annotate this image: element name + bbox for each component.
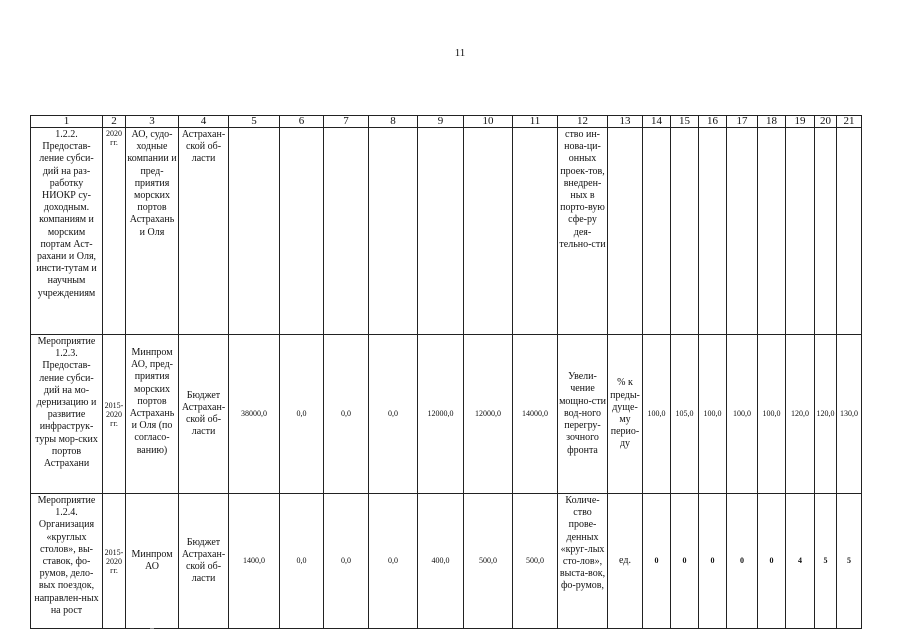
value-cell: 0,0 bbox=[369, 335, 418, 494]
value-cell: 12000,0 bbox=[464, 335, 513, 494]
executor-cell: Минпром АО, пред-приятия морских портов Астрахань и Оля (по согласо-ванию) bbox=[126, 335, 179, 494]
column-number: 13 bbox=[608, 116, 643, 128]
indicator-value-cell: 100,0 bbox=[643, 335, 671, 494]
measures-table bbox=[30, 115, 862, 629]
period-cell: 2020 гг. bbox=[103, 128, 126, 335]
table-row bbox=[31, 335, 862, 494]
indicator-value-cell: 0 bbox=[671, 494, 699, 629]
unit-cell: % к преды-дуще-му перио-ду bbox=[608, 335, 643, 494]
column-number: 7 bbox=[324, 116, 369, 128]
value-cell: 12000,0 bbox=[418, 335, 464, 494]
column-number: 5 bbox=[229, 116, 280, 128]
indicator-value-cell bbox=[671, 128, 699, 335]
measure-name-cell: 1.2.2. Предостав-ление субси-дий на раз-работку НИОКР су-доходным. компаниям и морским портам Аст-рахани и Оля, инсти-тутам и научным учреждениям bbox=[31, 128, 103, 335]
value-cell bbox=[229, 128, 280, 335]
indicator-value-cell: 5 bbox=[815, 494, 837, 629]
value-cell: 400,0 bbox=[418, 494, 464, 629]
indicator-value-cell: 0 bbox=[643, 494, 671, 629]
indicator-cell: ство ин-нова-ци-онных проек-тов, внедрен-ных в порто-вую сфе-ру дея-тельно-сти bbox=[558, 128, 608, 335]
value-cell: 0,0 bbox=[324, 335, 369, 494]
executor-cell: АО, судо-ходные компании и пред-приятия морских портов Астрахань и Оля bbox=[126, 128, 179, 335]
indicator-value-cell bbox=[699, 128, 727, 335]
indicator-cell: Количе-ство прове-денных «круг-лых сто-лов», выста-вок, фо-румов, bbox=[558, 494, 608, 629]
indicator-value-cell: 100,0 bbox=[758, 335, 786, 494]
value-cell: 0,0 bbox=[280, 494, 324, 629]
measure-name-cell: Мероприятие 1.2.4. Организация «круглых столов», вы-ставок, фо-румов, дело-вых поездок, направлен-ных на рост bbox=[31, 494, 103, 629]
value-cell bbox=[513, 128, 558, 335]
column-number: 19 bbox=[786, 116, 815, 128]
executor-cell: Минпром АО bbox=[126, 494, 179, 629]
scan-artifact bbox=[150, 628, 154, 629]
indicator-value-cell bbox=[643, 128, 671, 335]
period-cell: 2015-2020 гг. bbox=[103, 494, 126, 629]
indicator-value-cell: 105,0 bbox=[671, 335, 699, 494]
column-number: 20 bbox=[815, 116, 837, 128]
page-number: 11 bbox=[454, 47, 466, 59]
value-cell: 500,0 bbox=[464, 494, 513, 629]
column-number: 3 bbox=[126, 116, 179, 128]
column-number: 15 bbox=[671, 116, 699, 128]
table-row bbox=[31, 128, 862, 335]
value-cell bbox=[418, 128, 464, 335]
indicator-value-cell: 130,0 bbox=[837, 335, 862, 494]
column-number: 2 bbox=[103, 116, 126, 128]
value-cell: 500,0 bbox=[513, 494, 558, 629]
column-number: 9 bbox=[418, 116, 464, 128]
period-cell: 2015-2020 гг. bbox=[103, 335, 126, 494]
measure-name-cell: Мероприятие 1.2.3. Предостав-ление субси-дий на мо-дернизацию и развитие инфраструк-туры мор-ских портов Астрахани bbox=[31, 335, 103, 494]
column-number-row bbox=[31, 116, 862, 128]
column-number: 10 bbox=[464, 116, 513, 128]
indicator-value-cell: 4 bbox=[786, 494, 815, 629]
value-cell bbox=[324, 128, 369, 335]
funding-source-cell: Астрахан-ской об-ласти bbox=[179, 128, 229, 335]
value-cell: 14000,0 bbox=[513, 335, 558, 494]
column-number: 18 bbox=[758, 116, 786, 128]
indicator-value-cell bbox=[758, 128, 786, 335]
column-number: 8 bbox=[369, 116, 418, 128]
funding-source-cell: Бюджет Астрахан-ской об-ласти bbox=[179, 335, 229, 494]
value-cell bbox=[280, 128, 324, 335]
column-number: 17 bbox=[727, 116, 758, 128]
value-cell: 0,0 bbox=[369, 494, 418, 629]
value-cell: 38000,0 bbox=[229, 335, 280, 494]
indicator-value-cell: 0 bbox=[699, 494, 727, 629]
indicator-value-cell: 0 bbox=[727, 494, 758, 629]
indicator-value-cell: 100,0 bbox=[727, 335, 758, 494]
column-number: 14 bbox=[643, 116, 671, 128]
value-cell: 1400,0 bbox=[229, 494, 280, 629]
table-row bbox=[31, 494, 862, 629]
indicator-value-cell: 100,0 bbox=[699, 335, 727, 494]
indicator-value-cell bbox=[786, 128, 815, 335]
value-cell bbox=[369, 128, 418, 335]
indicator-cell: Увели-чение мощно-сти вод-ного перегру-зочного фронта bbox=[558, 335, 608, 494]
value-cell: 0,0 bbox=[324, 494, 369, 629]
column-number: 6 bbox=[280, 116, 324, 128]
funding-source-cell: Бюджет Астрахан-ской об-ласти bbox=[179, 494, 229, 629]
value-cell bbox=[464, 128, 513, 335]
column-number: 1 bbox=[31, 116, 103, 128]
column-number: 21 bbox=[837, 116, 862, 128]
indicator-value-cell: 5 bbox=[837, 494, 862, 629]
unit-cell bbox=[608, 128, 643, 335]
column-number: 4 bbox=[179, 116, 229, 128]
unit-cell: ед. bbox=[608, 494, 643, 629]
indicator-value-cell: 120,0 bbox=[786, 335, 815, 494]
indicator-value-cell bbox=[837, 128, 862, 335]
indicator-value-cell: 120,0 bbox=[815, 335, 837, 494]
indicator-value-cell: 0 bbox=[758, 494, 786, 629]
column-number: 11 bbox=[513, 116, 558, 128]
column-number: 16 bbox=[699, 116, 727, 128]
value-cell: 0,0 bbox=[280, 335, 324, 494]
column-number: 12 bbox=[558, 116, 608, 128]
indicator-value-cell bbox=[815, 128, 837, 335]
indicator-value-cell bbox=[727, 128, 758, 335]
